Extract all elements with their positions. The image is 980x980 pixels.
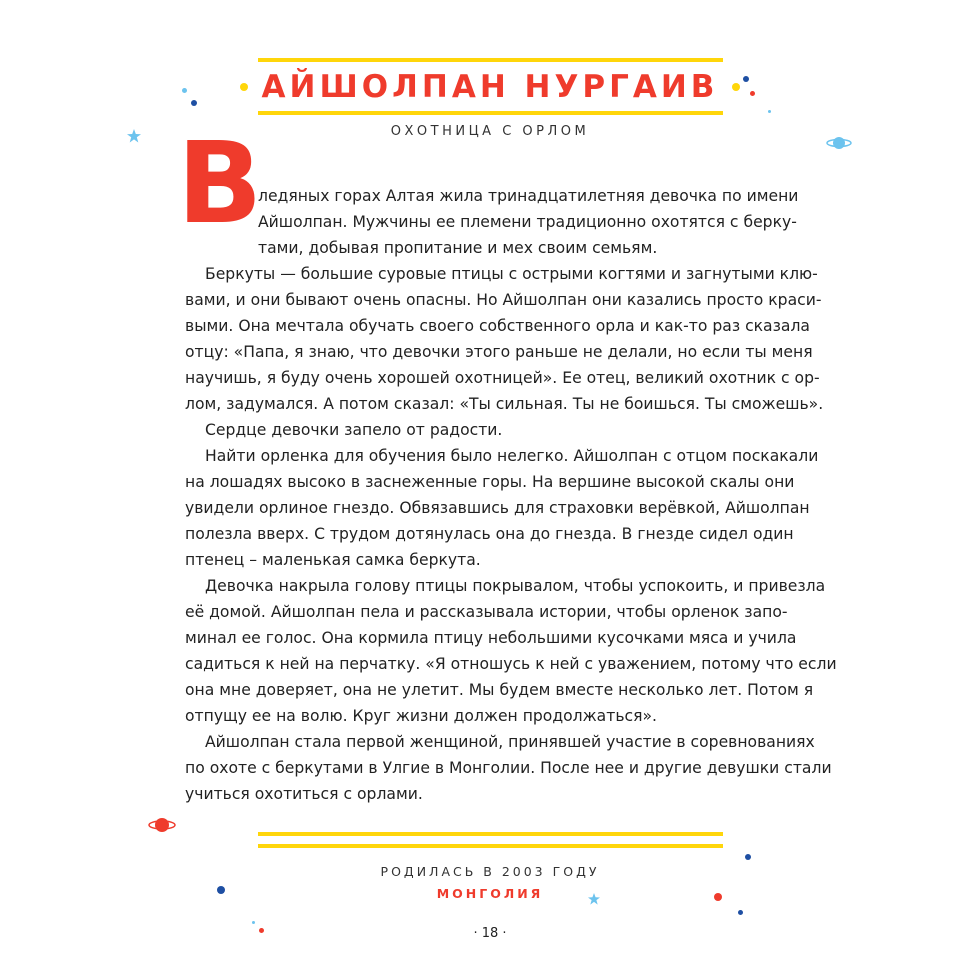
page-title: АЙШОЛПАН НУРГАИВ — [261, 69, 719, 105]
dot-icon — [768, 110, 771, 113]
dot-icon — [182, 88, 187, 93]
story-line: она мне доверяет, она не улетит. Мы будем вместе несколько лет. Потом я — [185, 681, 814, 699]
page-number: · 18 · — [473, 926, 507, 941]
dot-icon — [745, 854, 751, 860]
story-line: выми. Она мечтала обучать своего собственного орла и как-то раз сказала — [185, 317, 810, 335]
story-line: научишь, я буду очень хорошей охотницей». Ее отец, великий охотник с ор- — [185, 369, 820, 387]
story-line: Айшолпан. Мужчины ее племени традиционно охотятся с берку- — [258, 213, 797, 231]
story-line: по охоте с беркутами в Улгие в Монголии. После нее и другие девушки стали — [185, 759, 832, 777]
dot-icon — [743, 76, 749, 82]
story-line: вами, и они бывают очень опасны. Но Айшолпан они казались просто краси- — [185, 291, 822, 309]
dot-icon — [259, 928, 264, 933]
footer-top-line — [258, 832, 723, 836]
page-subtitle: ОХОТНИЦА С ОРЛОМ — [390, 124, 590, 139]
story-line: лом, задумался. А потом сказал: «Ты сильная. Ты не боишься. Ты сможешь». — [185, 395, 824, 413]
dot-icon — [714, 893, 722, 901]
birth-year-label: РОДИЛАСЬ В 2003 ГОДУ — [380, 864, 600, 879]
drop-cap: В — [177, 119, 263, 249]
story-line: Девочка накрыла голову птицы покрывалом, чтобы успокоить, и привезла — [205, 577, 826, 595]
story-line: отцу: «Папа, я знаю, что девочки этого раньше не делали, но если ты меня — [185, 343, 813, 361]
planet-icon — [148, 815, 176, 835]
story-line: её домой. Айшолпан пела и рассказывала истории, чтобы орленок запо- — [185, 603, 788, 621]
story-line: Сердце девочки запело от радости. — [205, 421, 503, 439]
story-line: тами, добывая пропитание и мех своим семьям. — [258, 239, 658, 257]
story-line: садиться к ней на перчатку. «Я отношусь к ней с уважением, потому что если — [185, 655, 837, 673]
dot-icon — [252, 921, 255, 924]
story-line: увидели орлиное гнездо. Обвязавшись для страховки верёвкой, Айшолпан — [185, 499, 810, 517]
story-line: птенец – маленькая самка беркута. — [185, 551, 481, 569]
story-line: Найти орленка для обучения было нелегко. Айшолпан с отцом поскакали — [205, 447, 819, 465]
story-line: учиться охотиться с орлами. — [185, 785, 423, 803]
story-line: ледяных горах Алтая жила тринадцатилетняя девочка по имени — [258, 187, 799, 205]
header-bottom-line — [258, 111, 723, 115]
header-top-line — [258, 58, 723, 62]
story-line: отпущу ее на волю. Круг жизни должен продолжаться». — [185, 707, 657, 725]
dot-icon — [217, 886, 225, 894]
title-left-dot-icon — [240, 83, 248, 91]
star-icon — [588, 893, 600, 905]
dot-icon — [750, 91, 755, 96]
footer-bottom-line — [258, 844, 723, 848]
title-right-dot-icon — [732, 83, 740, 91]
title-row — [0, 64, 980, 110]
story-line: минал ее голос. Она кормила птицу небольшими кусочками мяса и учила — [185, 629, 797, 647]
star-icon — [127, 129, 141, 143]
dot-icon — [738, 910, 743, 915]
country-label: МОНГОЛИЯ — [436, 886, 544, 901]
planet-icon — [826, 134, 852, 152]
story-line: Айшолпан стала первой женщиной, принявшей участие в соревнованиях — [205, 733, 815, 751]
dot-icon — [191, 100, 197, 106]
story-line: полезла вверх. С трудом дотянулась она до гнезда. В гнезде сидел один — [185, 525, 794, 543]
story-line: на лошадях высоко в заснеженные горы. На вершине высокой скалы они — [185, 473, 795, 491]
story-line: Беркуты — большие суровые птицы с острыми когтями и загнутыми клю- — [205, 265, 818, 283]
